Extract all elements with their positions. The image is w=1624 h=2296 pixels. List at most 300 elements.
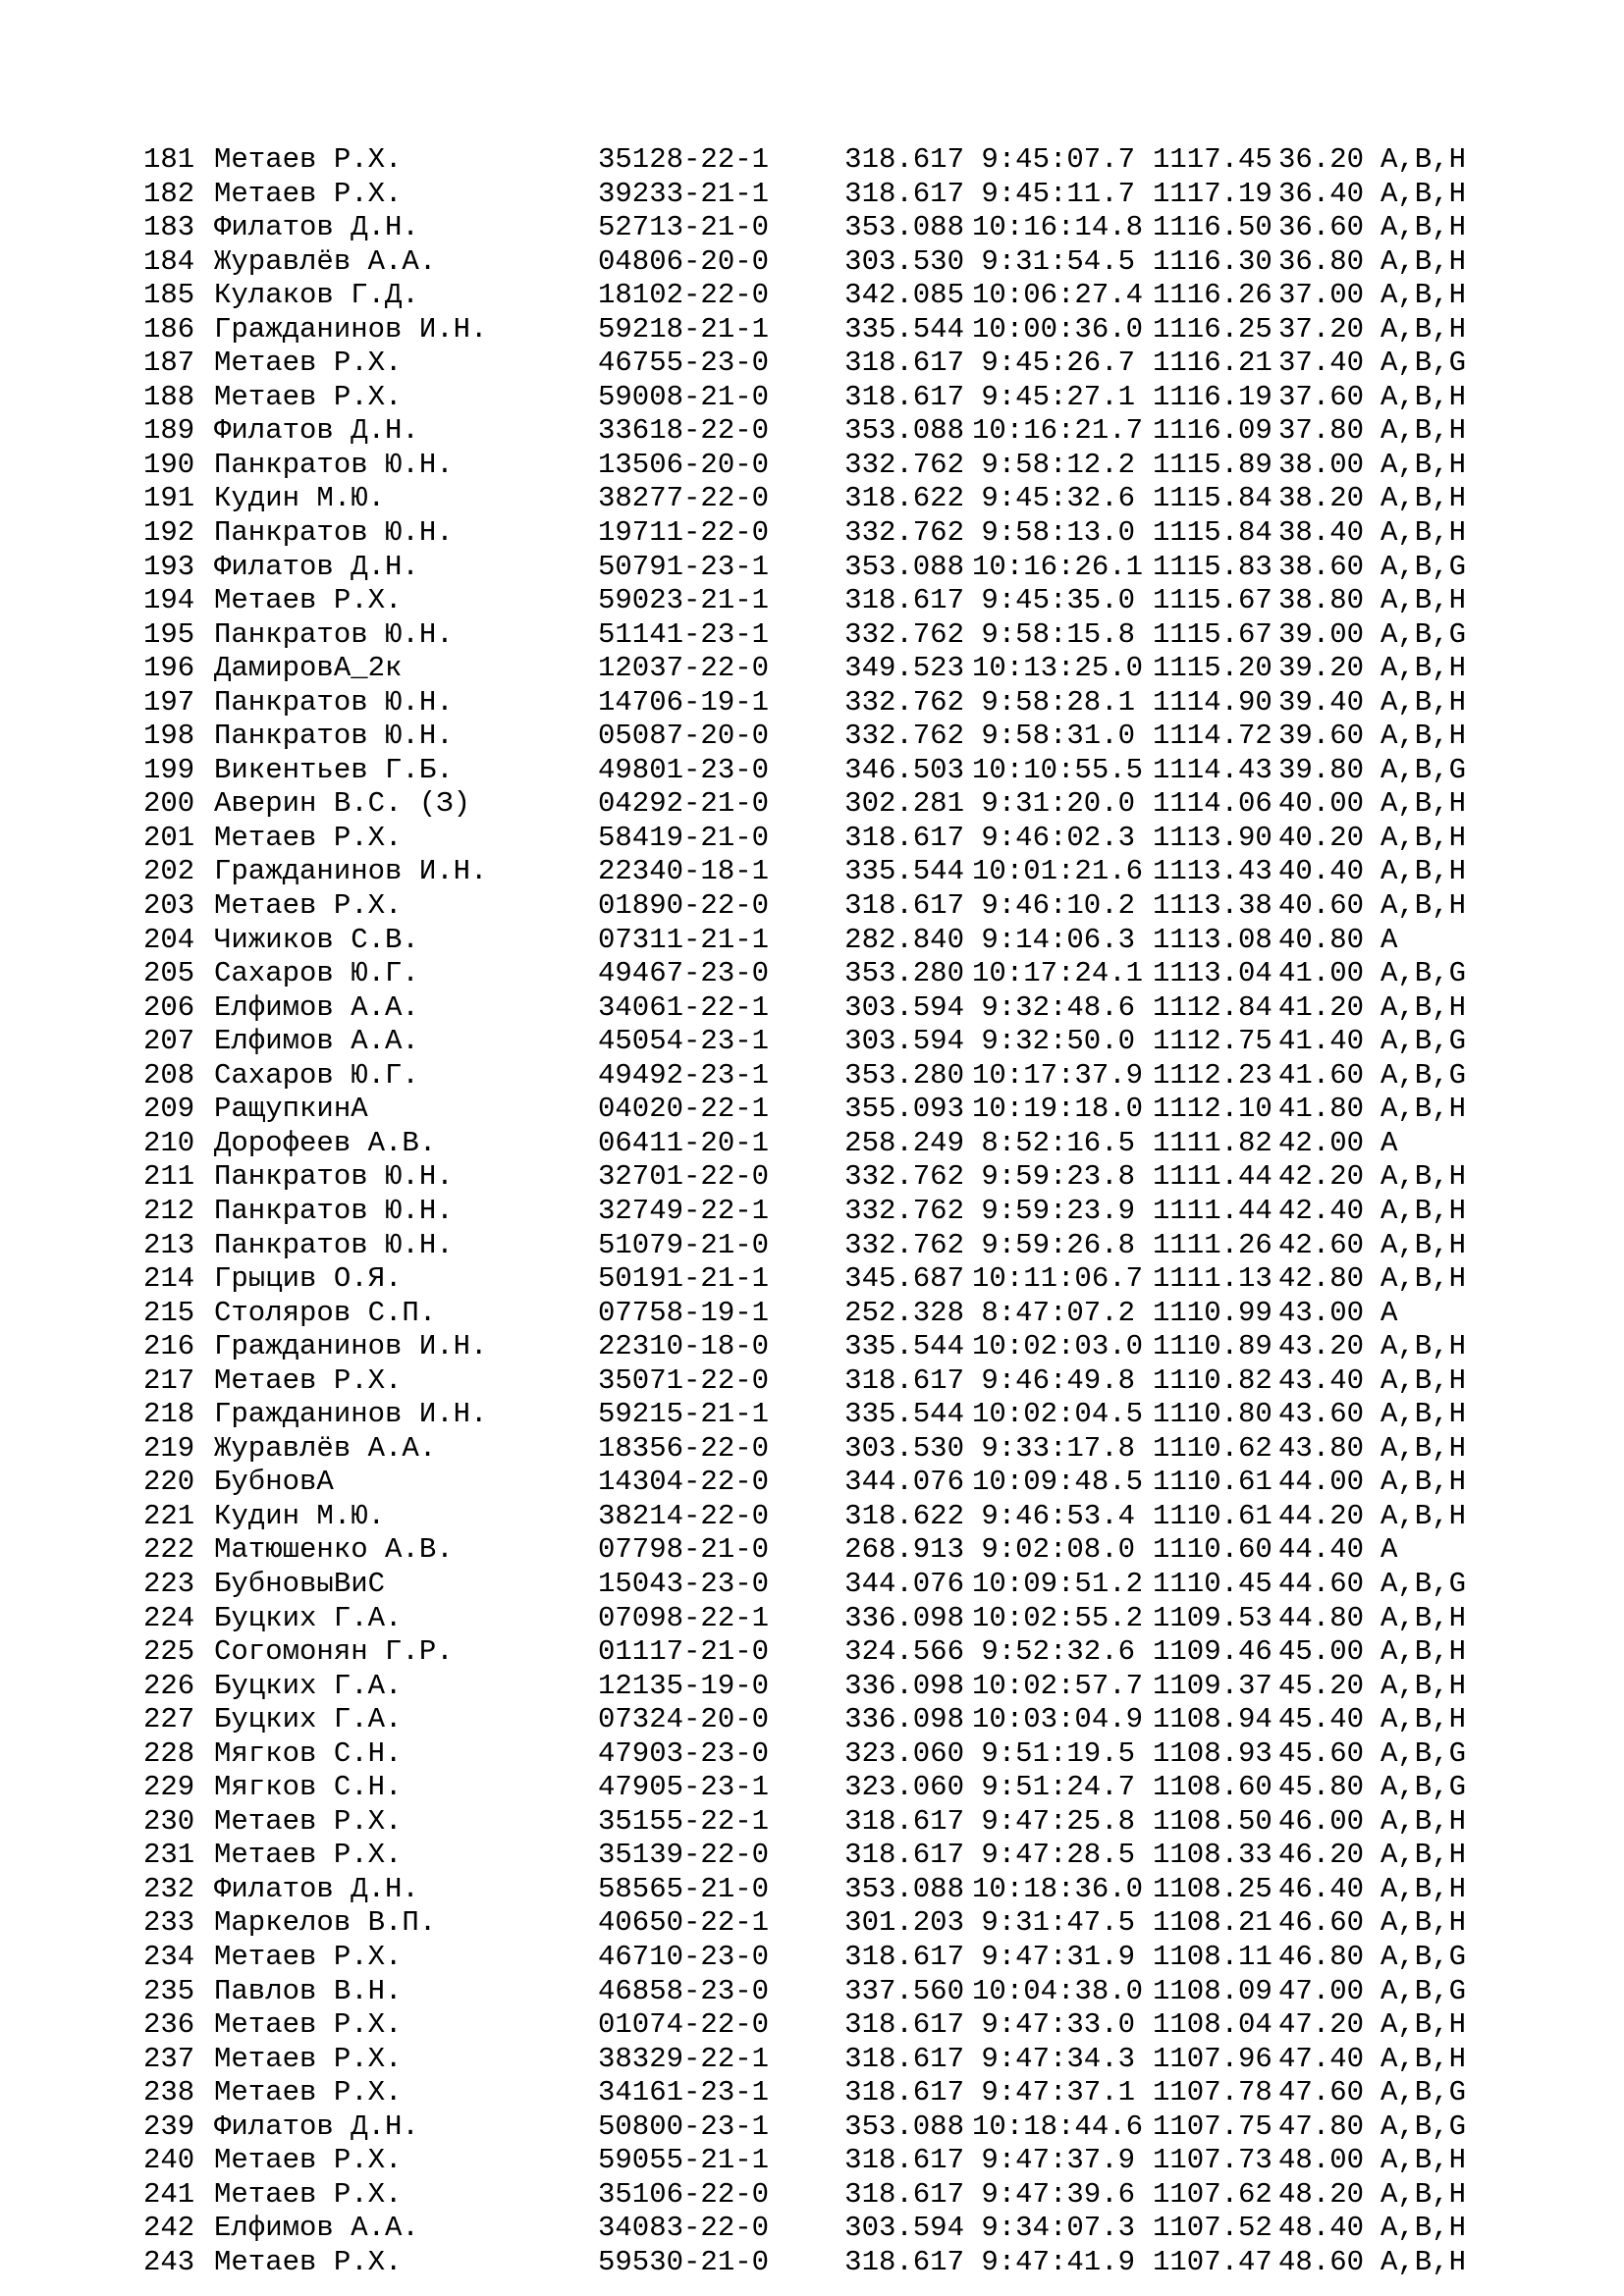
- ring-number: 35155-22-1: [598, 1804, 770, 1838]
- speed-value: 1108.94: [1153, 1703, 1272, 1736]
- table-row: [143, 1466, 1518, 1500]
- class-codes: A: [1380, 923, 1398, 956]
- fancier-name: Панкратов Ю.Н.: [214, 720, 454, 753]
- arrival-time: 9:47:41.9: [981, 2245, 1135, 2278]
- points-value: 43.20: [1278, 1330, 1365, 1363]
- table-row: [143, 2144, 1518, 2178]
- table-row: [143, 1195, 1518, 1229]
- table-row: [143, 449, 1518, 483]
- table-row: [143, 2212, 1518, 2246]
- speed-value: 1117.45: [1153, 143, 1272, 176]
- distance-km: 353.088: [844, 550, 964, 583]
- fancier-name: Елфимов А.А.: [214, 1025, 419, 1058]
- table-row: [143, 855, 1518, 889]
- ring-number: 35106-22-0: [598, 2177, 770, 2211]
- arrival-time: 9:47:25.8: [981, 1804, 1135, 1838]
- place-number: 184: [143, 244, 195, 278]
- table-row: [143, 2110, 1518, 2145]
- arrival-time: 10:00:36.0: [972, 312, 1144, 346]
- ring-number: 06411-20-1: [598, 1126, 770, 1159]
- class-codes: A,B,H: [1380, 1635, 1467, 1669]
- table-row: [143, 381, 1518, 415]
- points-value: 39.20: [1278, 652, 1365, 685]
- ring-number: 32701-22-0: [598, 1160, 770, 1194]
- place-number: 223: [143, 1567, 195, 1600]
- points-value: 47.00: [1278, 1974, 1365, 2007]
- ring-number: 59055-21-1: [598, 2144, 770, 2177]
- arrival-time: 9:32:48.6: [981, 990, 1135, 1024]
- speed-value: 1112.10: [1153, 1093, 1272, 1126]
- fancier-name: БубновА: [214, 1466, 334, 1499]
- speed-value: 1115.89: [1153, 448, 1272, 481]
- distance-km: 344.076: [844, 1466, 964, 1499]
- fancier-name: Грыцив О.Я.: [214, 1262, 403, 1296]
- table-row: [143, 2246, 1518, 2280]
- table-row: [143, 1127, 1518, 1161]
- ring-number: 47903-23-0: [598, 1736, 770, 1770]
- arrival-time: 9:52:32.6: [981, 1635, 1135, 1669]
- speed-value: 1110.99: [1153, 1296, 1272, 1329]
- fancier-name: Филатов Д.Н.: [214, 211, 419, 244]
- arrival-time: 9:47:33.0: [981, 2008, 1135, 2042]
- speed-value: 1110.60: [1153, 1533, 1272, 1567]
- class-codes: A,B,H: [1380, 990, 1467, 1024]
- class-codes: A,B,H: [1380, 1093, 1467, 1126]
- place-number: 203: [143, 889, 195, 923]
- speed-value: 1115.67: [1153, 584, 1272, 617]
- arrival-time: 9:59:23.9: [981, 1194, 1135, 1227]
- points-value: 47.80: [1278, 2109, 1365, 2143]
- distance-km: 318.617: [844, 1804, 964, 1838]
- points-value: 43.60: [1278, 1398, 1365, 1431]
- speed-value: 1110.89: [1153, 1330, 1272, 1363]
- ring-number: 38329-22-1: [598, 2042, 770, 2075]
- class-codes: A,B,H: [1380, 720, 1467, 753]
- place-number: 217: [143, 1363, 195, 1397]
- table-row: [143, 787, 1518, 822]
- fancier-name: Панкратов Ю.Н.: [214, 617, 454, 651]
- fancier-name: Матюшенко А.В.: [214, 1533, 454, 1567]
- points-value: 40.20: [1278, 821, 1365, 854]
- class-codes: A: [1380, 1126, 1398, 1159]
- fancier-name: Буцких Г.А.: [214, 1703, 403, 1736]
- table-row: [143, 1297, 1518, 1331]
- ring-number: 35071-22-0: [598, 1363, 770, 1397]
- class-codes: A,B,H: [1380, 1601, 1467, 1634]
- place-number: 213: [143, 1228, 195, 1261]
- table-row: [143, 1771, 1518, 1805]
- class-codes: A,B,G: [1380, 1940, 1467, 1973]
- speed-value: 1110.45: [1153, 1567, 1272, 1600]
- fancier-name: Аверин В.С. (З): [214, 787, 471, 821]
- ring-number: 46755-23-0: [598, 347, 770, 380]
- fancier-name: ДамировА_2к: [214, 652, 403, 685]
- table-row: [143, 1602, 1518, 1636]
- fancier-name: Метаев Р.Х.: [214, 1940, 403, 1973]
- arrival-time: 9:46:53.4: [981, 1499, 1135, 1532]
- points-value: 44.40: [1278, 1533, 1365, 1567]
- fancier-name: Чижиков С.В.: [214, 923, 419, 956]
- distance-km: 318.617: [844, 2144, 964, 2177]
- place-number: 215: [143, 1296, 195, 1329]
- class-codes: A,B,H: [1380, 1330, 1467, 1363]
- ring-number: 47905-23-1: [598, 1771, 770, 1804]
- points-value: 40.00: [1278, 787, 1365, 821]
- place-number: 190: [143, 448, 195, 481]
- fancier-name: Филатов Д.Н.: [214, 550, 419, 583]
- arrival-time: 9:14:06.3: [981, 923, 1135, 956]
- ring-number: 59218-21-1: [598, 312, 770, 346]
- speed-value: 1108.04: [1153, 2008, 1272, 2042]
- fancier-name: Сахаров Ю.Г.: [214, 1058, 419, 1092]
- fancier-name: Филатов Д.Н.: [214, 2109, 419, 2143]
- class-codes: A,B,H: [1380, 2212, 1467, 2245]
- points-value: 46.40: [1278, 1872, 1365, 1905]
- arrival-time: 9:31:54.5: [981, 244, 1135, 278]
- class-codes: A,B,G: [1380, 617, 1467, 651]
- points-value: 43.80: [1278, 1431, 1365, 1465]
- ring-number: 32749-22-1: [598, 1194, 770, 1227]
- fancier-name: Маркелов В.П.: [214, 1906, 437, 1940]
- fancier-name: Панкратов Ю.Н.: [214, 1194, 454, 1227]
- class-codes: A,B,G: [1380, 2076, 1467, 2109]
- distance-km: 301.203: [844, 1906, 964, 1940]
- speed-value: 1111.44: [1153, 1160, 1272, 1194]
- fancier-name: Гражданинов И.Н.: [214, 312, 488, 346]
- points-value: 39.80: [1278, 753, 1365, 786]
- place-number: 238: [143, 2076, 195, 2109]
- points-value: 48.00: [1278, 2144, 1365, 2177]
- class-codes: A,B,H: [1380, 889, 1467, 923]
- ring-number: 59530-21-0: [598, 2245, 770, 2278]
- place-number: 191: [143, 482, 195, 515]
- ring-number: 04806-20-0: [598, 244, 770, 278]
- fancier-name: Панкратов Ю.Н.: [214, 685, 454, 719]
- arrival-time: 10:02:03.0: [972, 1330, 1144, 1363]
- class-codes: A,B,H: [1380, 2042, 1467, 2075]
- points-value: 39.40: [1278, 685, 1365, 719]
- fancier-name: Метаев Р.Х.: [214, 2177, 403, 2211]
- table-row: [143, 2043, 1518, 2077]
- arrival-time: 10:11:06.7: [972, 1262, 1144, 1296]
- points-value: 48.20: [1278, 2177, 1365, 2211]
- points-value: 46.80: [1278, 1940, 1365, 1973]
- ring-number: 39233-21-1: [598, 177, 770, 210]
- place-number: 219: [143, 1431, 195, 1465]
- place-number: 218: [143, 1398, 195, 1431]
- place-number: 240: [143, 2144, 195, 2177]
- class-codes: A,B,H: [1380, 482, 1467, 515]
- arrival-time: 10:01:21.6: [972, 855, 1144, 888]
- place-number: 224: [143, 1601, 195, 1634]
- class-codes: A,B,H: [1380, 2008, 1467, 2042]
- arrival-time: 10:16:26.1: [972, 550, 1144, 583]
- points-value: 48.40: [1278, 2212, 1365, 2245]
- ring-number: 35139-22-0: [598, 1839, 770, 1872]
- table-row: [143, 2178, 1518, 2213]
- arrival-time: 9:31:47.5: [981, 1906, 1135, 1940]
- distance-km: 353.088: [844, 2109, 964, 2143]
- place-number: 221: [143, 1499, 195, 1532]
- table-row: [143, 618, 1518, 653]
- speed-value: 1108.93: [1153, 1736, 1272, 1770]
- place-number: 237: [143, 2042, 195, 2075]
- fancier-name: Метаев Р.Х.: [214, 2076, 403, 2109]
- fancier-name: Метаев Р.Х.: [214, 1839, 403, 1872]
- points-value: 41.60: [1278, 1058, 1365, 1092]
- class-codes: A,B,G: [1380, 347, 1467, 380]
- points-value: 44.20: [1278, 1499, 1365, 1532]
- class-codes: A,B,H: [1380, 855, 1467, 888]
- class-codes: A,B,H: [1380, 312, 1467, 346]
- points-value: 44.60: [1278, 1567, 1365, 1600]
- speed-value: 1109.53: [1153, 1601, 1272, 1634]
- class-codes: A,B,H: [1380, 1262, 1467, 1296]
- distance-km: 336.098: [844, 1703, 964, 1736]
- class-codes: A,B,H: [1380, 2245, 1467, 2278]
- distance-km: 332.762: [844, 1194, 964, 1227]
- place-number: 193: [143, 550, 195, 583]
- class-codes: A,B,G: [1380, 2109, 1467, 2143]
- table-row: [143, 516, 1518, 551]
- distance-km: 303.594: [844, 1025, 964, 1058]
- table-row: [143, 584, 1518, 618]
- place-number: 220: [143, 1466, 195, 1499]
- fancier-name: Гражданинов И.Н.: [214, 1398, 488, 1431]
- points-value: 36.20: [1278, 143, 1365, 176]
- ring-number: 14304-22-0: [598, 1466, 770, 1499]
- ring-number: 58565-21-0: [598, 1872, 770, 1905]
- arrival-time: 10:10:55.5: [972, 753, 1144, 786]
- arrival-time: 9:46:49.8: [981, 1363, 1135, 1397]
- points-value: 42.00: [1278, 1126, 1365, 1159]
- distance-km: 345.687: [844, 1262, 964, 1296]
- speed-value: 1107.96: [1153, 2042, 1272, 2075]
- place-number: 222: [143, 1533, 195, 1567]
- class-codes: A,B,H: [1380, 1839, 1467, 1872]
- place-number: 242: [143, 2212, 195, 2245]
- table-row: [143, 652, 1518, 686]
- fancier-name: Буцких Г.А.: [214, 1601, 403, 1634]
- ring-number: 38214-22-0: [598, 1499, 770, 1532]
- arrival-time: 10:03:04.9: [972, 1703, 1144, 1736]
- fancier-name: Панкратов Ю.Н.: [214, 448, 454, 481]
- table-row: [143, 551, 1518, 585]
- table-row: [143, 2008, 1518, 2043]
- class-codes: A,B,G: [1380, 1974, 1467, 2007]
- distance-km: 318.617: [844, 143, 964, 176]
- speed-value: 1114.90: [1153, 685, 1272, 719]
- arrival-time: 9:45:07.7: [981, 143, 1135, 176]
- distance-km: 335.544: [844, 1330, 964, 1363]
- place-number: 200: [143, 787, 195, 821]
- table-row: [143, 1262, 1518, 1297]
- arrival-time: 9:58:31.0: [981, 720, 1135, 753]
- distance-km: 324.566: [844, 1635, 964, 1669]
- fancier-name: Павлов В.Н.: [214, 1974, 403, 2007]
- arrival-time: 8:52:16.5: [981, 1126, 1135, 1159]
- table-row: [143, 1703, 1518, 1737]
- points-value: 43.00: [1278, 1296, 1365, 1329]
- distance-km: 335.544: [844, 1398, 964, 1431]
- class-codes: A,B,G: [1380, 1771, 1467, 1804]
- table-row: [143, 1025, 1518, 1059]
- place-number: 206: [143, 990, 195, 1024]
- distance-km: 318.617: [844, 2177, 964, 2211]
- ring-number: 01890-22-0: [598, 889, 770, 923]
- place-number: 208: [143, 1058, 195, 1092]
- class-codes: A,B,H: [1380, 821, 1467, 854]
- points-value: 36.40: [1278, 177, 1365, 210]
- distance-km: 349.523: [844, 652, 964, 685]
- speed-value: 1111.26: [1153, 1228, 1272, 1261]
- speed-value: 1108.11: [1153, 1940, 1272, 1973]
- arrival-time: 10:16:14.8: [972, 211, 1144, 244]
- place-number: 181: [143, 143, 195, 176]
- distance-km: 318.617: [844, 347, 964, 380]
- fancier-name: Метаев Р.Х.: [214, 177, 403, 210]
- distance-km: 332.762: [844, 1228, 964, 1261]
- points-value: 36.60: [1278, 211, 1365, 244]
- speed-value: 1116.25: [1153, 312, 1272, 346]
- speed-value: 1114.72: [1153, 720, 1272, 753]
- arrival-time: 10:02:04.5: [972, 1398, 1144, 1431]
- distance-km: 318.617: [844, 2076, 964, 2109]
- distance-km: 332.762: [844, 685, 964, 719]
- ring-number: 07311-21-1: [598, 923, 770, 956]
- arrival-time: 10:18:44.6: [972, 2109, 1144, 2143]
- arrival-time: 9:51:24.7: [981, 1771, 1135, 1804]
- place-number: 233: [143, 1906, 195, 1940]
- arrival-time: 8:47:07.2: [981, 1296, 1135, 1329]
- fancier-name: Викентьев Г.Б.: [214, 753, 454, 786]
- distance-km: 268.913: [844, 1533, 964, 1567]
- place-number: 192: [143, 516, 195, 550]
- class-codes: A,B,H: [1380, 2144, 1467, 2177]
- speed-value: 1116.21: [1153, 347, 1272, 380]
- speed-value: 1115.20: [1153, 652, 1272, 685]
- points-value: 38.80: [1278, 584, 1365, 617]
- distance-km: 318.617: [844, 380, 964, 413]
- class-codes: A,B,G: [1380, 1736, 1467, 1770]
- arrival-time: 9:33:17.8: [981, 1431, 1135, 1465]
- table-row: [143, 1229, 1518, 1263]
- class-codes: A,B,H: [1380, 177, 1467, 210]
- distance-km: 303.530: [844, 244, 964, 278]
- points-value: 48.60: [1278, 2245, 1365, 2278]
- place-number: 197: [143, 685, 195, 719]
- speed-value: 1107.62: [1153, 2177, 1272, 2211]
- table-row: [143, 143, 1518, 178]
- place-number: 198: [143, 720, 195, 753]
- class-codes: A,B,H: [1380, 1194, 1467, 1227]
- table-row: [143, 1398, 1518, 1432]
- speed-value: 1108.60: [1153, 1771, 1272, 1804]
- distance-km: 303.530: [844, 1431, 964, 1465]
- arrival-time: 10:02:57.7: [972, 1669, 1144, 1702]
- distance-km: 282.840: [844, 923, 964, 956]
- speed-value: 1108.09: [1153, 1974, 1272, 2007]
- ring-number: 58419-21-0: [598, 821, 770, 854]
- class-codes: A,B,G: [1380, 957, 1467, 990]
- table-row: [143, 482, 1518, 516]
- class-codes: A,B,H: [1380, 1398, 1467, 1431]
- place-number: 202: [143, 855, 195, 888]
- arrival-time: 9:58:28.1: [981, 685, 1135, 719]
- distance-km: 303.594: [844, 2212, 964, 2245]
- distance-km: 353.088: [844, 211, 964, 244]
- distance-km: 318.617: [844, 1940, 964, 1973]
- class-codes: A,B,G: [1380, 1567, 1467, 1600]
- distance-km: 332.762: [844, 516, 964, 550]
- place-number: 225: [143, 1635, 195, 1669]
- results-table: [143, 79, 1518, 2279]
- distance-km: 318.617: [844, 177, 964, 210]
- table-row: [143, 1670, 1518, 1704]
- points-value: 45.40: [1278, 1703, 1365, 1736]
- ring-number: 19711-22-0: [598, 516, 770, 550]
- table-row: [143, 245, 1518, 280]
- distance-km: 344.076: [844, 1567, 964, 1600]
- place-number: 212: [143, 1194, 195, 1227]
- table-row: [143, 1941, 1518, 1975]
- points-value: 41.20: [1278, 990, 1365, 1024]
- points-value: 47.20: [1278, 2008, 1365, 2042]
- ring-number: 34161-23-1: [598, 2076, 770, 2109]
- points-value: 46.60: [1278, 1906, 1365, 1940]
- place-number: 228: [143, 1736, 195, 1770]
- points-value: 38.60: [1278, 550, 1365, 583]
- arrival-time: 10:18:36.0: [972, 1872, 1144, 1905]
- arrival-time: 10:09:51.2: [972, 1567, 1144, 1600]
- speed-value: 1113.38: [1153, 889, 1272, 923]
- table-row: [143, 1533, 1518, 1568]
- table-row: [143, 924, 1518, 958]
- place-number: 183: [143, 211, 195, 244]
- class-codes: A,B,H: [1380, 1466, 1467, 1499]
- place-number: 226: [143, 1669, 195, 1702]
- class-codes: A,B,H: [1380, 2177, 1467, 2211]
- class-codes: A,B,G: [1380, 753, 1467, 786]
- class-codes: A,B,G: [1380, 1025, 1467, 1058]
- speed-value: 1112.75: [1153, 1025, 1272, 1058]
- distance-km: 318.622: [844, 482, 964, 515]
- place-number: 235: [143, 1974, 195, 2007]
- speed-value: 1116.50: [1153, 211, 1272, 244]
- ring-number: 35128-22-1: [598, 143, 770, 176]
- ring-number: 49492-23-1: [598, 1058, 770, 1092]
- place-number: 241: [143, 2177, 195, 2211]
- fancier-name: Согомонян Г.Р.: [214, 1635, 454, 1669]
- arrival-time: 9:59:26.8: [981, 1228, 1135, 1261]
- arrival-time: 10:04:38.0: [972, 1974, 1144, 2007]
- arrival-time: 9:45:32.6: [981, 482, 1135, 515]
- fancier-name: Метаев Р.Х.: [214, 584, 403, 617]
- distance-km: 336.098: [844, 1601, 964, 1634]
- ring-number: 59215-21-1: [598, 1398, 770, 1431]
- ring-number: 52713-21-0: [598, 211, 770, 244]
- fancier-name: Мягков С.Н.: [214, 1736, 403, 1770]
- class-codes: A,B,H: [1380, 1363, 1467, 1397]
- place-number: 243: [143, 2245, 195, 2278]
- distance-km: 335.544: [844, 855, 964, 888]
- table-row: [143, 1906, 1518, 1941]
- points-value: 37.80: [1278, 414, 1365, 448]
- table-row: [143, 1330, 1518, 1364]
- distance-km: 342.085: [844, 279, 964, 312]
- place-number: 229: [143, 1771, 195, 1804]
- table-row: [143, 720, 1518, 754]
